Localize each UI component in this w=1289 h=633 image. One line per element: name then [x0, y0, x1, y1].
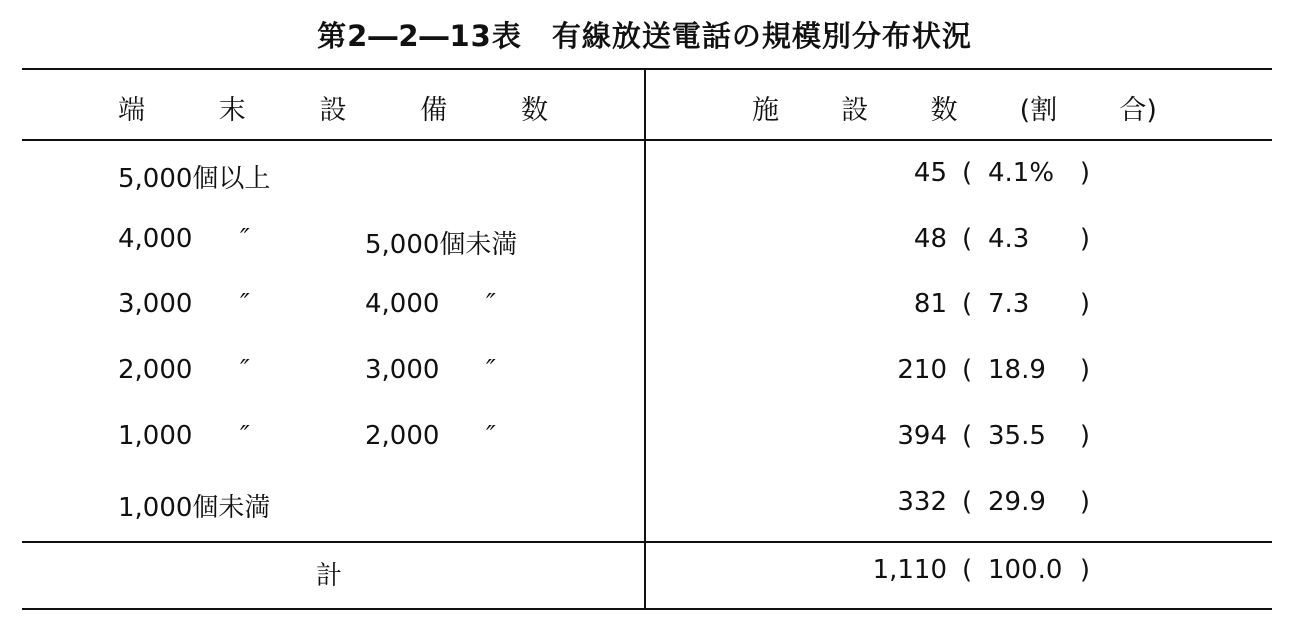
range-from: 3,000 [118, 289, 193, 319]
header-char: (割 [1019, 95, 1058, 126]
bottom-rule [22, 608, 1272, 610]
table-row: 1,000 ″ 2,000 ″ 394 ( 35.5 ) [118, 421, 1090, 451]
share-value: 29.9 [988, 487, 1046, 517]
total-share-value: 100.0 [988, 555, 1063, 585]
range-to: 3,000 [365, 355, 440, 385]
range-to: 2,000 [365, 421, 440, 451]
ditto-mark: ″ [240, 421, 250, 451]
header-char: 端 [118, 95, 145, 126]
total-label: 計 [316, 561, 343, 591]
header-char: 設 [319, 95, 347, 126]
header-terminal-count [118, 88, 548, 127]
facility-count: 45 [913, 158, 947, 188]
facility-count: 394 [897, 421, 947, 451]
facility-count: 81 [913, 289, 947, 319]
ditto-mark: ″ [486, 289, 496, 319]
total-row: 計 1,110 ( 100.0 ) [316, 555, 1090, 591]
header-facility-count [752, 88, 1157, 127]
header-char: 備 [420, 95, 448, 126]
table-title: 第2―2―13表 有線放送電話の規模別分布状況 [317, 19, 972, 53]
range-from: 4,000 [118, 224, 193, 254]
total-count: 1,110 [872, 555, 947, 585]
range-to: 4,000 [365, 289, 440, 319]
total-rule [22, 541, 1272, 543]
table-row: 4,000 ″ 5,000個未満 48 ( 4.3 ) [118, 224, 1090, 260]
range-from: 1,000 [118, 421, 193, 451]
range-from: 5,000個以上 [118, 164, 271, 194]
range-from: 1,000個未満 [118, 493, 271, 523]
column-divider [644, 69, 646, 609]
header-char: 設 [841, 95, 869, 126]
ditto-mark: ″ [240, 355, 250, 385]
ditto-mark: ″ [486, 355, 496, 385]
header-char: 数 [521, 95, 548, 126]
range-from: 2,000 [118, 355, 193, 385]
share-value: 35.5 [988, 421, 1046, 451]
ditto-mark: ″ [486, 421, 496, 451]
ditto-mark: ″ [240, 289, 250, 319]
header-char: 末 [218, 95, 246, 126]
range-to: 5,000個未満 [365, 230, 518, 260]
share-value: 7.3 [988, 289, 1030, 319]
header-rule [22, 139, 1272, 141]
table-row: 2,000 ″ 3,000 ″ 210 ( 18.9 ) [118, 355, 1090, 385]
ditto-mark: ″ [240, 224, 250, 254]
header-char: 合) [1119, 95, 1157, 126]
table-row: 5,000個以上 45 ( 4.1% ) [118, 158, 1090, 194]
facility-count: 332 [897, 487, 947, 517]
share-value: 18.9 [988, 355, 1046, 385]
header-char: 施 [752, 95, 779, 126]
table-row: 3,000 ″ 4,000 ″ 81 ( 7.3 ) [118, 289, 1090, 319]
top-rule [22, 68, 1272, 70]
facility-count: 210 [897, 355, 947, 385]
share-value: 4.1% [988, 158, 1055, 188]
share-value: 4.3 [988, 224, 1030, 254]
facility-count: 48 [913, 224, 947, 254]
header-char: 数 [930, 95, 958, 126]
table-row: 1,000個未満 332 ( 29.9 ) [118, 487, 1090, 523]
